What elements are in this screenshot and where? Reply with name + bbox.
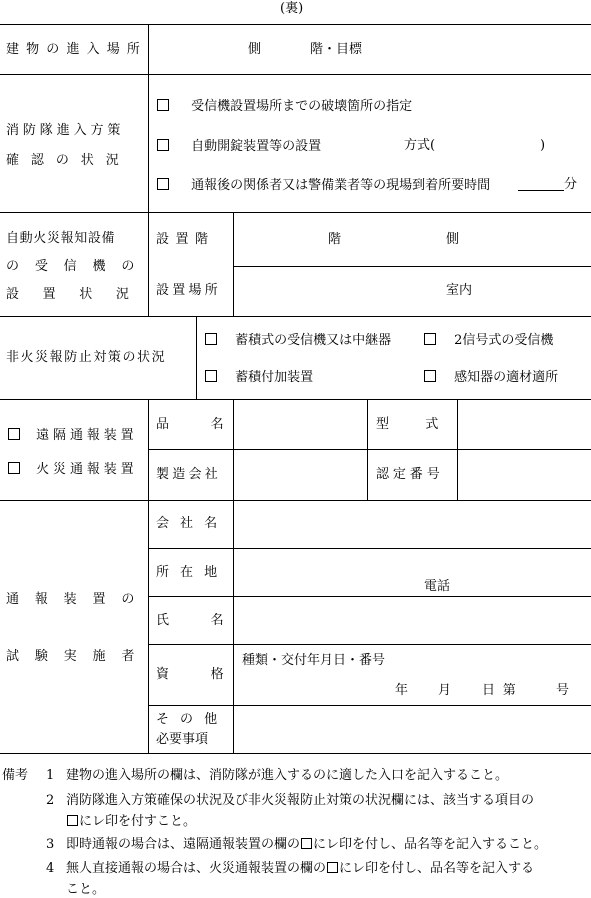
method-close: ) <box>540 138 546 153</box>
minutes-field[interactable] <box>518 178 564 192</box>
non-fire-option-2[interactable]: 2信号式の受信機 <box>424 333 553 347</box>
qualification-label: 資格 <box>156 667 266 682</box>
note-2-text-2: にレ印を付すこと。 <box>66 815 196 828</box>
maker-label: 製造会社 <box>156 467 222 482</box>
tester-label-2: 試 験 実 施 者 <box>6 649 141 664</box>
other-label-2: 必要事項 <box>156 732 209 747</box>
note-3-num: 3 <box>46 837 55 852</box>
note-2-num: 2 <box>46 793 55 808</box>
entrance-side: 側 <box>248 42 262 57</box>
note-4-text-2: こと。 <box>66 882 106 897</box>
phone-label: 電話 <box>424 579 451 594</box>
page-label: (裏) <box>280 1 304 16</box>
non-fire-option-4[interactable]: 感知器の適材適所 <box>424 370 558 384</box>
entrance-floor-target: 階・目標 <box>310 42 363 57</box>
qual-day-no: 日第 <box>482 683 524 698</box>
note-4-text: 無人直接通報の場合は、火災通報装置の欄の にレ印を付し、品名等を記入する <box>66 861 535 876</box>
qual-number-unit: 号 <box>556 683 570 698</box>
device-option-fire[interactable]: 火災通報装置 <box>8 462 138 476</box>
notes-heading: 備考 <box>2 768 29 783</box>
fire-dept-checkbox-3[interactable] <box>157 178 169 190</box>
note-3-text: 即時通報の場合は、遠隔通報装置の欄の にレ印を付し、品名等を記入すること。 <box>66 837 548 852</box>
non-fire-option-1[interactable]: 蓄積式の受信機又は中継器 <box>205 333 391 347</box>
qual-year: 年 <box>395 683 409 698</box>
company-label: 会社名 <box>156 516 229 531</box>
address-label: 所在地 <box>156 565 229 580</box>
qualification-sub: 種類・交付年月日・番号 <box>242 653 386 668</box>
receiver-place-label: 設置場所 <box>156 283 222 298</box>
tester-label-1: 通 報 装 置 の <box>6 592 141 607</box>
product-name-label: 品名 <box>156 417 266 432</box>
non-fire-checkbox-4[interactable] <box>424 370 436 382</box>
fire-dept-label-2: 確 認 の 状 況 <box>6 153 123 168</box>
fire-dept-checkbox-2[interactable] <box>157 139 169 151</box>
note-4-num: 4 <box>46 861 55 876</box>
fire-dept-option-3[interactable]: 通報後の関係者又は警備業者等の現場到着所要時間 <box>157 178 490 192</box>
non-fire-option-3[interactable]: 蓄積付加装置 <box>205 370 313 384</box>
fire-dept-option-1[interactable]: 受信機設置場所までの破壊箇所の指定 <box>157 99 412 113</box>
person-name-label: 氏名 <box>156 613 266 628</box>
fire-dept-checkbox-1[interactable] <box>157 99 169 111</box>
device-option-remote[interactable]: 遠隔通報装置 <box>8 428 138 442</box>
other-label-1: その他 <box>156 712 229 727</box>
entrance-label: 建物の進入場所 <box>6 42 148 57</box>
checkbox-symbol <box>67 815 78 826</box>
receiver-floor-label: 設置階 <box>156 232 215 247</box>
minutes-unit: 分 <box>564 177 578 192</box>
fire-dept-label-1: 消防隊進入方策 <box>6 123 125 138</box>
receiver-label-2: の 受 信 機 の <box>6 259 141 274</box>
note-1-num: 1 <box>46 768 55 783</box>
receiver-side-unit: 側 <box>446 232 460 247</box>
qual-month: 月 <box>438 683 452 698</box>
non-fire-label: 非火災報防止対策の状況 <box>6 350 167 365</box>
receiver-label-3: 設 置 状 況 <box>6 287 139 302</box>
device-checkbox-remote[interactable] <box>8 428 20 440</box>
method-label: 方式( <box>404 138 436 153</box>
non-fire-checkbox-3[interactable] <box>205 370 217 382</box>
receiver-place-room: 室内 <box>446 283 473 298</box>
model-label: 型式 <box>376 417 475 432</box>
note-2-text: 消防隊進入方策確保の状況及び非火災報防止対策の状況欄には、該当する項目の <box>66 793 535 808</box>
device-checkbox-fire[interactable] <box>8 462 20 474</box>
receiver-floor-unit: 階 <box>328 232 342 247</box>
checkbox-symbol <box>327 862 338 873</box>
cert-number-label: 認定番号 <box>376 467 444 482</box>
non-fire-checkbox-1[interactable] <box>205 333 217 345</box>
note-1-text: 建物の進入場所の欄は、消防隊が進入するのに適した入口を記入すること。 <box>66 768 509 783</box>
checkbox-symbol <box>301 838 312 849</box>
fire-dept-option-2[interactable]: 自動開錠装置等の設置 <box>157 139 321 153</box>
receiver-label-1: 自動火災報知設備 <box>6 231 116 246</box>
non-fire-checkbox-2[interactable] <box>424 333 436 345</box>
